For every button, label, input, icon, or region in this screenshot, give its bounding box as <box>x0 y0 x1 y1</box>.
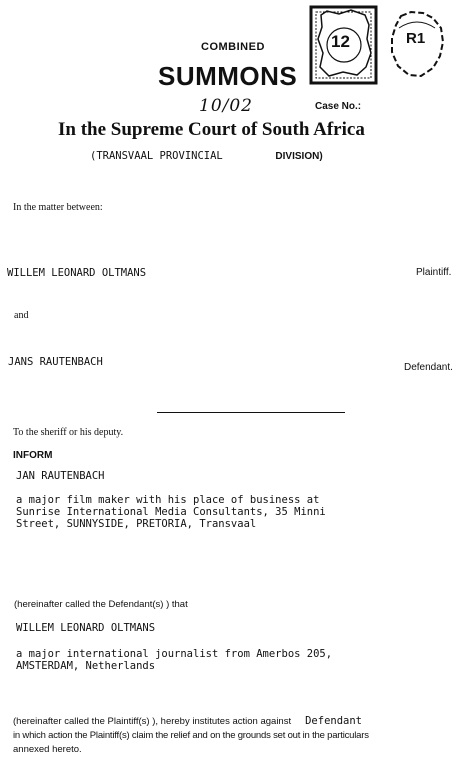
stamp-right-number: R1 <box>406 30 426 47</box>
closing-paragraph <box>13 714 369 757</box>
closing-line: in which action the Plaintiff(s) claim the relief and on the grounds set out in the particulars <box>13 730 369 741</box>
page-stamp-left <box>309 5 378 85</box>
and-connector: and <box>14 310 29 321</box>
hereinafter-defendant: (hereinafter called the Defendant(s) ) that <box>14 599 188 610</box>
plaintiff-desc-line: AMSTERDAM, Netherlands <box>16 660 156 672</box>
defendant-desc-line: Sunrise International Media Consultants, 35 Minni <box>16 506 326 518</box>
court-division <box>90 150 323 162</box>
stamp-left-number: 12 <box>331 32 350 51</box>
defendant-role: Defendant. <box>404 362 453 373</box>
division-word: DIVISION) <box>275 151 323 162</box>
closing-line <box>13 714 369 729</box>
defendant-description <box>16 494 326 530</box>
inform-defendant-name: JAN RAUTENBACH <box>16 470 105 482</box>
plaintiff-role: Plaintiff. <box>416 267 452 278</box>
plaintiff-name: WILLEM LEONARD OLTMANS <box>7 267 147 279</box>
case-number-label: Case No.: <box>315 101 362 112</box>
plaintiff-description <box>16 648 332 672</box>
division-name: (TRANSVAAL PROVINCIAL <box>90 150 223 162</box>
plaintiff-desc-line: a major international journalist from Amerbos 205, <box>16 648 333 660</box>
inform-heading: INFORM <box>13 450 53 461</box>
court-name: In the Supreme Court of South Africa <box>58 119 365 140</box>
defendant-desc-line: Street, SUNNYSIDE, PRETORIA, Transvaal <box>16 518 257 530</box>
form-title: SUMMONS <box>158 61 298 91</box>
handwritten-case-number: 10/02 <box>199 96 253 116</box>
form-subtitle: COMBINED <box>201 41 265 53</box>
that-plaintiff-name: WILLEM LEONARD OLTMANS <box>16 622 156 634</box>
defendant-name: JANS RAUTENBACH <box>8 356 103 368</box>
closing-defendant: Defendant <box>305 715 363 727</box>
defendant-desc-line: a major film maker with his place of business at <box>16 494 320 506</box>
to-sheriff-line: To the sheriff or his deputy. <box>13 427 124 438</box>
matter-between-label: In the matter between: <box>13 202 103 213</box>
closing-line: annexed hereto. <box>13 744 82 755</box>
closing-line-text: (hereinafter called the Plaintiff(s) ), hereby institutes action against <box>13 716 292 727</box>
divider-line <box>157 412 345 413</box>
page-stamp-right <box>387 8 447 80</box>
